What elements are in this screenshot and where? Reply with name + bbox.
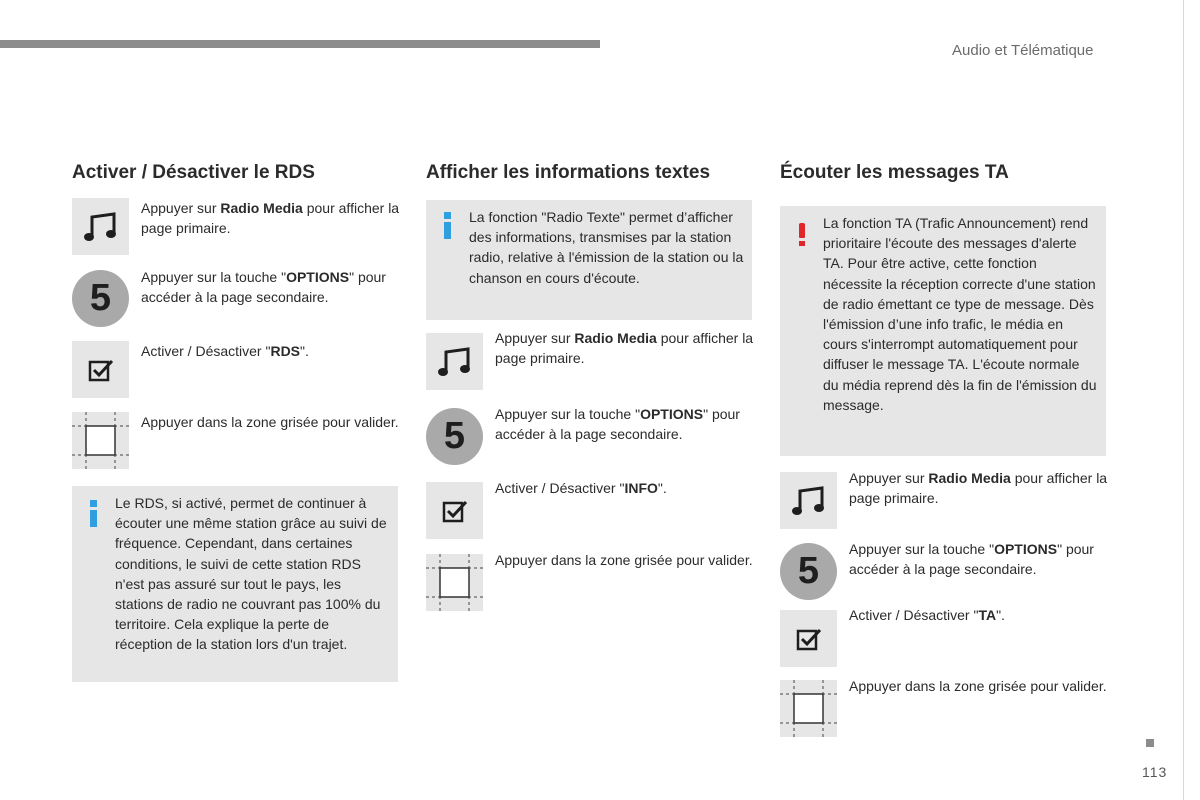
- note-text: La fonction "Radio Texte" permet d’afficher des informations, transmises par la station radio, relative à l'émission de la station ou la chanson en cours d'écoute.: [469, 209, 744, 286]
- header-bar: [0, 40, 600, 48]
- column-title: Activer / Désactiver le RDS: [72, 162, 315, 183]
- step-text: Appuyer sur Radio Media pour afficher la page primaire.: [141, 200, 400, 236]
- number-5-badge: 5: [72, 270, 129, 327]
- step-text: Appuyer sur la touche "OPTIONS" pour accéder à la page secondaire.: [141, 269, 386, 305]
- info-icon: [444, 212, 452, 239]
- music-note-icon: [72, 198, 129, 255]
- step-text: Activer / Désactiver "INFO".: [495, 480, 667, 496]
- page-number: 113: [1142, 764, 1168, 780]
- checkbox-icon: [72, 341, 129, 398]
- grey-zone-icon: [72, 412, 129, 469]
- note-text: Le RDS, si activé, permet de continuer à écouter une même station grâce au suivi de fréquence. Cependant, dans certaines conditions, le suivi de cette station RDS n'est pas assuré sur tout le pays, les stations de radio ne couvrant pas 100% du territoire. Cela explique la perte de réception de la station lors d'un trajet.: [115, 495, 387, 653]
- grey-zone-icon: [780, 680, 837, 737]
- note-text: La fonction TA (Trafic Announcement) rend prioritaire l'écoute des messages d'alerte TA. Pour être active, cette fonction nécessite la réception correcte d'une station de radio émettant ce type de message. Dès l'émission d’une info trafic, le média en cours s'interrompt automatiquement pour diffuser le message TA. L'écoute normale du média reprend dès la fin de l'émission du message.: [823, 215, 1097, 413]
- step-text: Activer / Désactiver "RDS".: [141, 343, 309, 359]
- music-note-icon: [426, 333, 483, 390]
- column-title: Écouter les messages TA: [780, 162, 1009, 183]
- step-text: Appuyer dans la zone grisée pour valider.: [849, 678, 1107, 694]
- step-text: Activer / Désactiver "TA".: [849, 607, 1005, 623]
- page-marker: [1146, 739, 1154, 747]
- step-text: Appuyer sur la touche "OPTIONS" pour accéder à la page secondaire.: [849, 541, 1094, 577]
- right-margin-rule: [1183, 0, 1184, 800]
- music-note-icon: [780, 472, 837, 529]
- checkbox-icon: [426, 482, 483, 539]
- warning-icon: [798, 223, 806, 246]
- number-5-badge: 5: [426, 408, 483, 465]
- checkbox-icon: [780, 610, 837, 667]
- step-text: Appuyer dans la zone grisée pour valider.: [495, 552, 753, 568]
- column-title: Afficher les informations textes: [426, 162, 711, 183]
- step-text: Appuyer dans la zone grisée pour valider.: [141, 414, 399, 430]
- warning-note: [780, 206, 1106, 456]
- step-text: Appuyer sur la touche "OPTIONS" pour accéder à la page secondaire.: [495, 406, 740, 442]
- info-note: [72, 486, 398, 682]
- step-text: Appuyer sur Radio Media pour afficher la page primaire.: [849, 470, 1108, 506]
- info-note: [426, 200, 752, 320]
- grey-zone-icon: [426, 554, 483, 611]
- section-title: Audio et Télématique: [952, 42, 1094, 59]
- info-icon: [90, 500, 98, 527]
- step-text: Appuyer sur Radio Media pour afficher la page primaire.: [495, 330, 754, 366]
- number-5-badge: 5: [780, 543, 837, 600]
